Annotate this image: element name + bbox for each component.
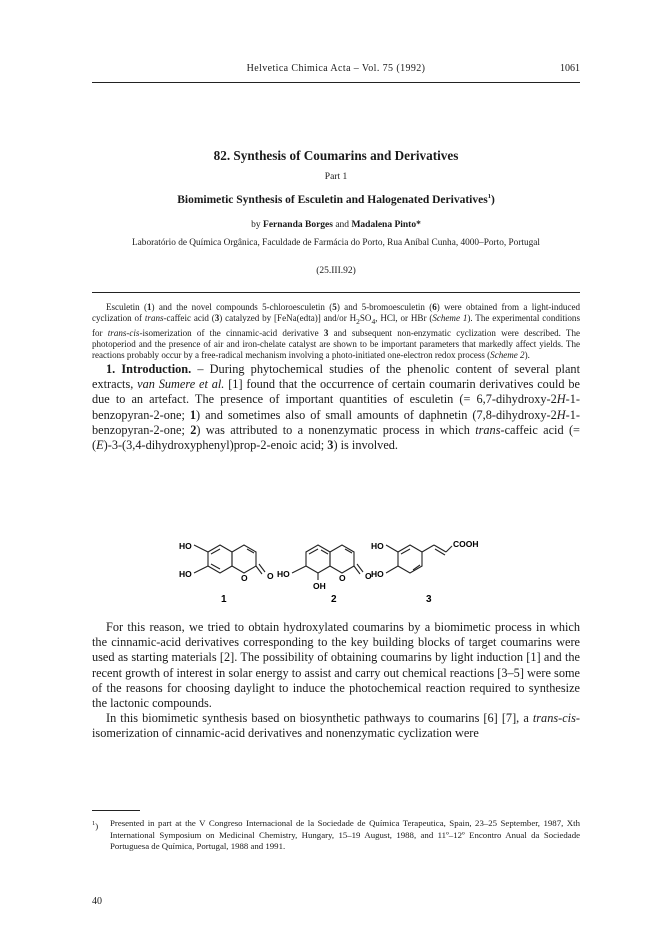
article-title: 82. Synthesis of Coumarins and Derivatives bbox=[213, 148, 459, 163]
section-heading: 1. Introduction. bbox=[106, 362, 192, 376]
compound-number-1: 1 bbox=[221, 594, 227, 605]
footnote-mark: $^1$) bbox=[92, 820, 99, 831]
page-number: 1061 bbox=[560, 63, 580, 74]
footnote-ref: 1 bbox=[487, 193, 491, 200]
received-date: (25.III.92) bbox=[316, 266, 356, 276]
footnote-text: Presented in part at the V Congreso Internacional de la Sociedade de Química Terapeutica, Spain, 23–25 September, 1987, Xth International Symposium on Medicinal Chemistry, Hungary, 15–19 August, 1988, and 11º–12º Encontro Anual da Sociedade Portuguesa de Química, Portugal, 1988 and 1991. bbox=[110, 818, 580, 851]
author-name: Fernanda Borges bbox=[263, 220, 333, 230]
article-subtitle: Biomimetic Synthesis of Esculetin and Halogenated Derivatives$^1$) bbox=[177, 193, 495, 206]
footnote bbox=[92, 818, 580, 853]
daphnetin-structure bbox=[292, 545, 363, 580]
s1-ho-top: HO bbox=[179, 541, 192, 551]
compound-number-2: 2 bbox=[331, 594, 337, 605]
s1-carbonyl-o: O bbox=[267, 571, 274, 581]
s2-oh: OH bbox=[313, 581, 326, 591]
s2-ring-o: O bbox=[339, 573, 346, 583]
paragraph: In this biomimetic synthesis based on biosynthetic pathways to coumarins [6] [7], a trans-cis-isomerization of cinnamic-acid derivatives and nonenzymatic cyclization were bbox=[92, 711, 580, 741]
chemical-structures bbox=[170, 530, 510, 610]
esculetin-structure bbox=[194, 545, 265, 574]
footnote-rule bbox=[92, 810, 140, 811]
compound-number-3: 3 bbox=[426, 594, 432, 605]
s3-cooh: COOH bbox=[453, 539, 479, 549]
s3-ho-bottom: HO bbox=[371, 569, 384, 579]
s1-ho-bottom: HO bbox=[179, 569, 192, 579]
part-label: Part 1 bbox=[324, 172, 348, 182]
paragraph: For this reason, we tried to obtain hydroxylated coumarins by a biomimetic process in which the cinnamic-acid derivatives corresponding to the key building blocks of target coumarins were used as starting materials [2]. The possibility of obtaining coumarins by light induction [1] and the recent growth of interest in solar energy to assist and carry out chemical reactions [3–5] were some of the reasons for choosing daylight to induce the photochemical reaction required to synthesize the lactonic compounds. bbox=[92, 620, 580, 711]
author-name: Madalena Pinto* bbox=[351, 220, 421, 230]
body-paragraphs bbox=[92, 620, 580, 742]
running-header bbox=[92, 60, 580, 83]
abstract-top-rule bbox=[92, 292, 580, 293]
abstract: Esculetin (1) and the novel compounds 5-chloroesculetin (5) and 5-bromoesculetin (6) were obtained from a light-induced cyclization of trans-caffeic acid (3) catalyzed by [FeNa(edta)] and/or $H_2SO_4$, HCl, or HBr (Scheme 1). The experimental conditions for trans-cis-isomerization of the cinnamic-acid derivative 3 and subsequent non-enzymatic cyclization were described. The photoperiod and the presence of air and iron-chelate catalyst are shown to be important parameters that markedly affect yields. The reactions probably occur by a free-radical mechanism involving a photo-initiated one-electron redox process (Scheme 2). bbox=[92, 302, 581, 361]
s3-ho-top: HO bbox=[371, 541, 384, 551]
s2-ho: HO bbox=[277, 569, 290, 579]
affiliation: Laboratório de Química Orgânica, Faculdade de Farmácia do Porto, Rua Aníbal Cunha, 4000–Porto, Portugal bbox=[131, 238, 541, 248]
journal-name: Helvetica Chimica Acta – Vol. 75 (1992) bbox=[246, 63, 426, 74]
s2-carbonyl-o: O bbox=[365, 571, 372, 581]
folio-number: 40 bbox=[92, 896, 102, 907]
author-line: by Fernanda Borges and Madalena Pinto* bbox=[251, 220, 421, 230]
caffeic-acid-structure bbox=[386, 545, 452, 573]
s1-ring-o: O bbox=[241, 573, 248, 583]
introduction-section: 1. Introduction. – During phytochemical studies of the phenolic content of several plant extracts, van Sumere et al. [1] found that the occurrence of certain coumarin derivatives could be due to an artefact. The presence of important quantities of esculetin (= 6,7-dihydroxy-2H-1-benzopyran-2-one; 1) and sometimes also of small amounts of daphnetin (7,8-dihydroxy-2H-1-benzopyran-2-one; 2) was attributed to a nonenzymatic process in which trans-caffeic acid (= (E)-3-(3,4-dihydroxyphenyl)prop-2-enoic acid; 3) is involved. bbox=[92, 362, 580, 453]
